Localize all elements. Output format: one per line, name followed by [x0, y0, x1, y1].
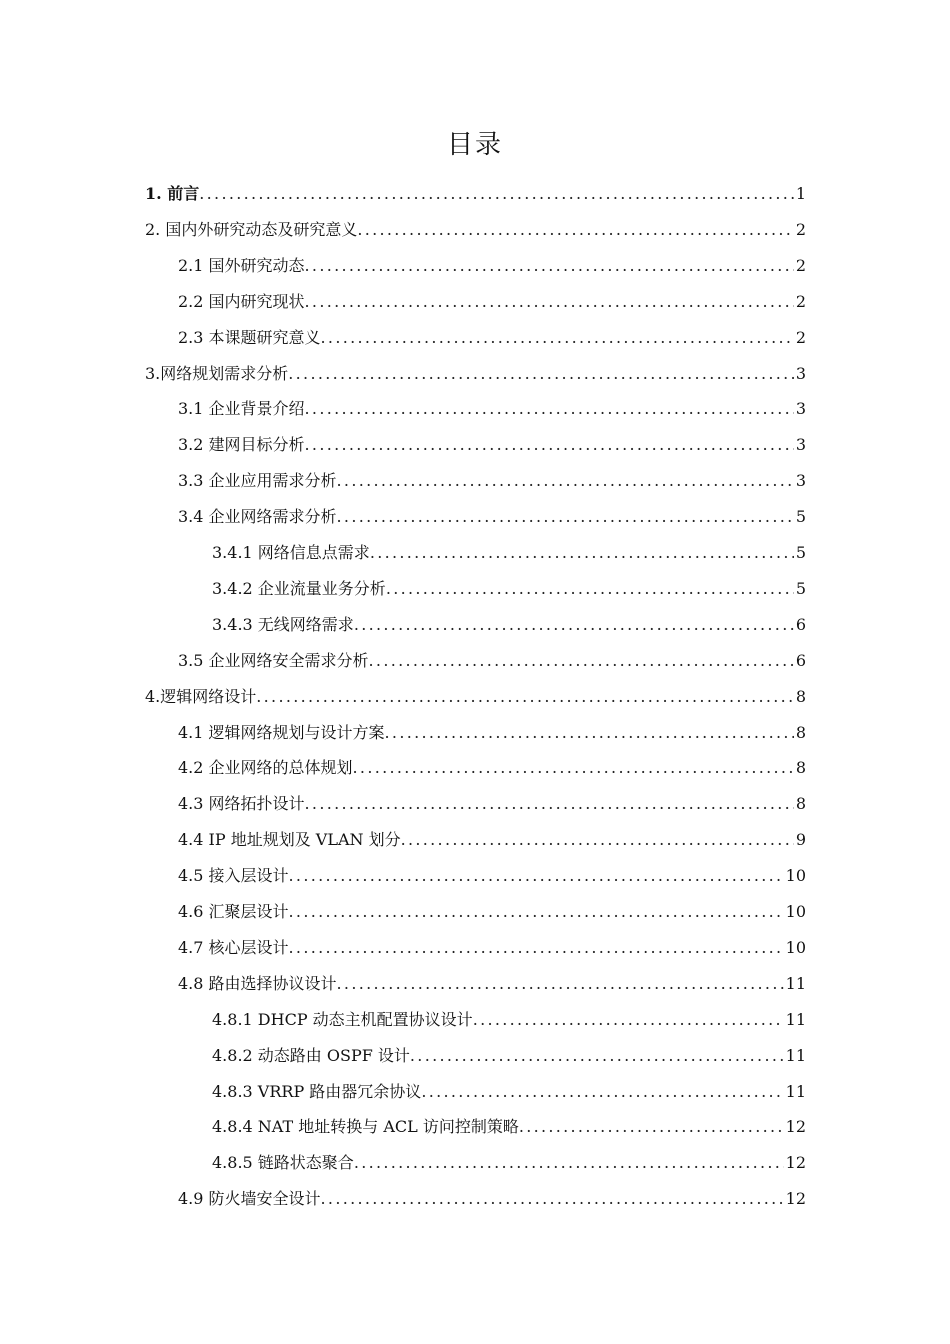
- toc-leader-dots: [305, 427, 794, 463]
- toc-entry-title: 3.4.2 企业流量业务分析: [212, 578, 386, 598]
- toc-entry[interactable]: [178, 822, 806, 858]
- toc-entry-title: 3.4 企业网络需求分析: [178, 507, 337, 527]
- toc-entry[interactable]: [178, 750, 806, 786]
- toc-entry-title: 2. 国内外研究动态及研究意义: [145, 219, 358, 239]
- toc-entry-title: 3.1 企业背景介绍: [178, 399, 305, 419]
- toc-entry-title: 1. 前言: [145, 184, 200, 203]
- toc-entry-page-number: 5: [795, 507, 806, 527]
- toc-entry-page-number: 11: [785, 973, 806, 993]
- toc-leader-dots: [289, 858, 784, 894]
- toc-entry[interactable]: [178, 786, 806, 822]
- toc-entry-page-number: 6: [795, 614, 806, 634]
- toc-entry-title: 4.8 路由选择协议设计: [178, 973, 337, 993]
- toc-entry-page-number: 12: [785, 1153, 806, 1173]
- toc-entry-page-number: 10: [785, 902, 806, 921]
- toc-entry-title: 4.8.1 DHCP 动态主机配置协议设计: [212, 1009, 473, 1029]
- toc-entry-page-number: 6: [795, 650, 806, 670]
- toc-entry-page-number: 5: [795, 543, 806, 562]
- toc-entry[interactable]: [145, 176, 806, 212]
- toc-entry[interactable]: [178, 427, 806, 463]
- toc-entry-page-number: 9: [795, 830, 806, 850]
- toc-entry-title: 2.2 国内研究现状: [178, 291, 305, 311]
- toc-leader-dots: [357, 212, 793, 248]
- toc-entry-title: 4.9 防火墙安全设计: [178, 1189, 321, 1209]
- toc-leader-dots: [473, 1002, 784, 1038]
- toc-leader-dots: [305, 284, 794, 320]
- toc-entry-page-number: 3: [795, 435, 806, 455]
- toc-leader-dots: [386, 571, 794, 607]
- toc-entry-title: 3.4.1 网络信息点需求: [212, 543, 370, 562]
- toc-entry-page-number: 10: [785, 937, 806, 957]
- page-title: 目录: [446, 130, 503, 160]
- toc-entry-page-number: 12: [785, 1117, 806, 1137]
- toc-entry[interactable]: [145, 356, 806, 392]
- toc-entry[interactable]: [178, 715, 806, 751]
- toc-entry[interactable]: [178, 894, 806, 930]
- toc-entry[interactable]: [178, 499, 806, 535]
- toc-leader-dots: [289, 930, 784, 966]
- toc-leader-dots: [337, 463, 794, 499]
- toc-leader-dots: [199, 176, 794, 212]
- toc-entry-page-number: 2: [795, 255, 806, 275]
- toc-entry[interactable]: [145, 212, 806, 248]
- toc-leader-dots: [354, 1145, 784, 1181]
- toc-entry[interactable]: [212, 1145, 806, 1181]
- toc-entry[interactable]: [178, 966, 806, 1002]
- toc-leader-dots: [354, 607, 794, 643]
- toc-entry[interactable]: [178, 858, 806, 894]
- toc-entry-page-number: 11: [785, 1045, 806, 1065]
- toc-leader-dots: [385, 715, 794, 751]
- toc-entry[interactable]: [178, 248, 806, 284]
- toc-entry-page-number: 8: [795, 722, 806, 742]
- toc-leader-dots: [410, 1038, 784, 1074]
- toc-leader-dots: [421, 1074, 783, 1110]
- toc-entry-title: 2.3 本课题研究意义: [178, 327, 321, 347]
- toc-entry-page-number: 2: [795, 327, 806, 347]
- toc-entry-title: 3.网络规划需求分析: [145, 363, 289, 383]
- toc-leader-dots: [305, 248, 794, 284]
- toc-leader-dots: [288, 356, 794, 392]
- toc-entry[interactable]: [212, 1109, 806, 1145]
- toc-leader-dots: [305, 786, 794, 822]
- toc-entry-title: 3.5 企业网络安全需求分析: [178, 650, 369, 670]
- toc-entry[interactable]: [178, 463, 806, 499]
- toc-entry-title: 4.2 企业网络的总体规划: [178, 758, 353, 778]
- toc-entry-page-number: 10: [785, 866, 806, 886]
- toc-entry-title: 4.逻辑网络设计: [145, 686, 257, 706]
- toc-entry-title: 4.8.4 NAT 地址转换与 ACL 访问控制策略: [212, 1117, 519, 1137]
- toc-entry-title: 3.4.3 无线网络需求: [212, 614, 354, 634]
- toc-leader-dots: [353, 750, 794, 786]
- toc-entry-title: 3.3 企业应用需求分析: [178, 471, 337, 491]
- toc-entry-title: 4.8.2 动态路由 OSPF 设计: [212, 1045, 410, 1065]
- toc-entry-page-number: 8: [795, 758, 806, 778]
- toc-entry-title: 2.1 国外研究动态: [178, 255, 305, 275]
- toc-entry-title: 4.1 逻辑网络规划与设计方案: [178, 722, 385, 742]
- toc-entry-title: 4.8.3 VRRP 路由器冗余协议: [212, 1081, 422, 1101]
- toc-entry[interactable]: [212, 607, 806, 643]
- toc-entry[interactable]: [212, 1038, 806, 1074]
- toc-entry-title: 4.6 汇聚层设计: [178, 902, 289, 921]
- toc-leader-dots: [289, 894, 784, 930]
- toc-entry-page-number: 11: [785, 1081, 806, 1101]
- toc-leader-dots: [321, 1181, 784, 1217]
- toc-leader-dots: [369, 643, 794, 679]
- toc-entry[interactable]: [145, 679, 806, 715]
- toc-entry-page-number: 3: [795, 471, 806, 491]
- toc-entry-page-number: 1: [795, 184, 806, 203]
- toc-entry-title: 4.4 IP 地址规划及 VLAN 划分: [178, 830, 401, 850]
- toc-leader-dots: [337, 966, 784, 1002]
- toc-entry-page-number: 3: [795, 399, 806, 419]
- toc-entry[interactable]: [178, 643, 806, 679]
- toc-entry-page-number: 3: [795, 363, 806, 383]
- toc-entry-page-number: 5: [795, 578, 806, 598]
- toc-leader-dots: [337, 499, 794, 535]
- toc-entry-page-number: 8: [795, 794, 806, 814]
- toc-leader-dots: [305, 391, 794, 427]
- toc-entry[interactable]: [212, 1074, 806, 1110]
- toc-entry-page-number: 11: [785, 1009, 806, 1029]
- toc-entry-title: 4.5 接入层设计: [178, 866, 289, 886]
- toc-entry[interactable]: [178, 284, 806, 320]
- toc-leader-dots: [256, 679, 794, 715]
- toc-leader-dots: [370, 535, 794, 571]
- toc-leader-dots: [401, 822, 794, 858]
- toc-entry-page-number: 8: [795, 686, 806, 706]
- toc-entry-title: 3.2 建网目标分析: [178, 435, 305, 455]
- toc-entry-page-number: 12: [785, 1189, 806, 1209]
- toc-entry-title: 4.8.5 链路状态聚合: [212, 1153, 354, 1173]
- toc-entry[interactable]: [212, 1002, 806, 1038]
- toc-leader-dots: [321, 320, 794, 356]
- toc-entry-title: 4.7 核心层设计: [178, 937, 289, 957]
- toc-entry[interactable]: [178, 1181, 806, 1217]
- toc-entry[interactable]: [212, 571, 806, 607]
- toc-entry[interactable]: [178, 320, 806, 356]
- toc-entry[interactable]: [178, 391, 806, 427]
- toc-entry[interactable]: [178, 930, 806, 966]
- toc-entry-page-number: 2: [795, 291, 806, 311]
- toc-entry-page-number: 2: [795, 219, 806, 239]
- toc-entry-title: 4.3 网络拓扑设计: [178, 794, 305, 814]
- toc-entry[interactable]: [212, 535, 806, 571]
- toc-leader-dots: [519, 1109, 784, 1145]
